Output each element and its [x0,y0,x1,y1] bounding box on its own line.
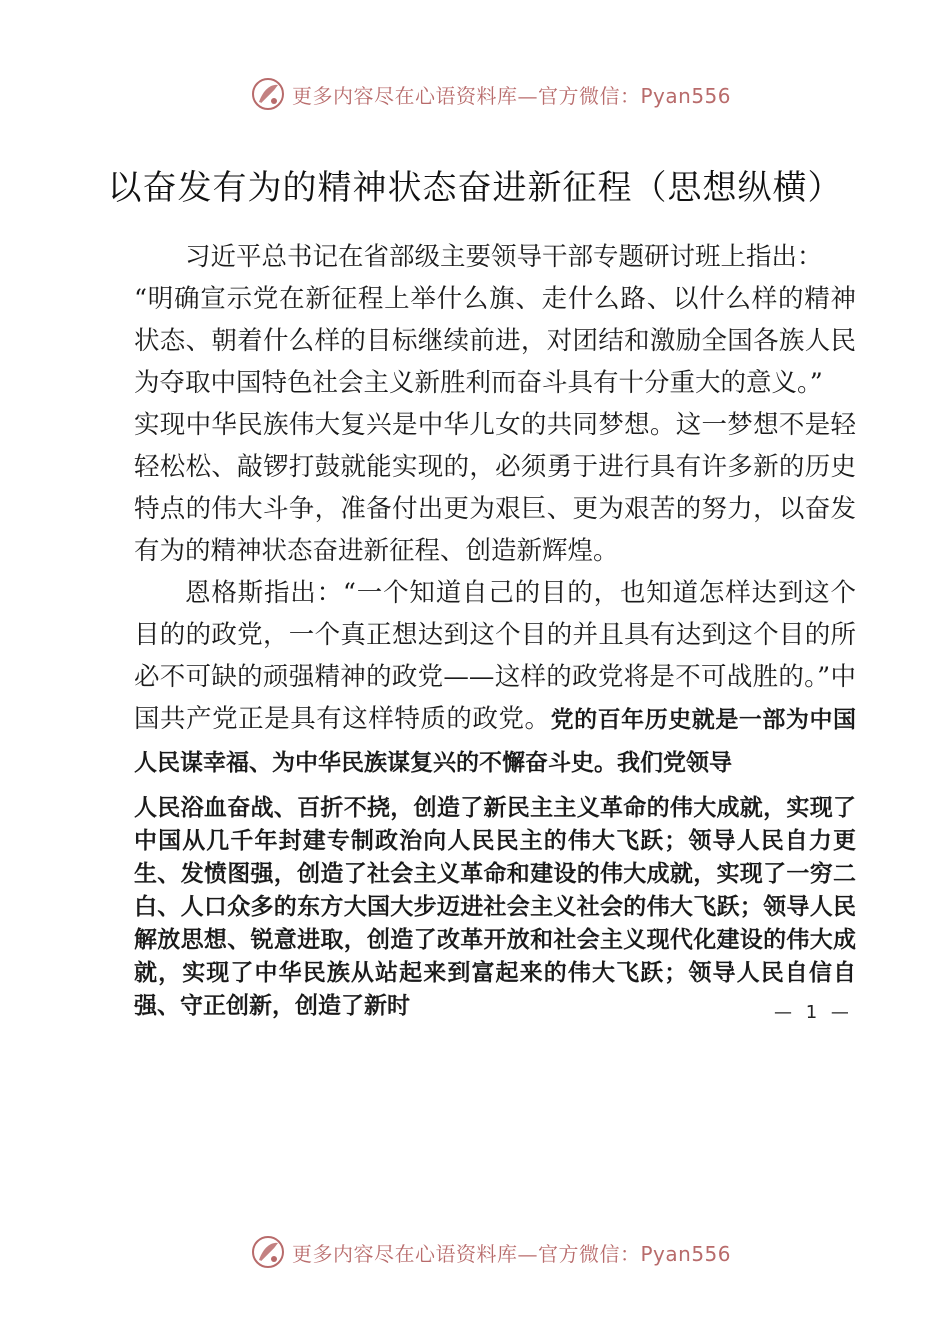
footer-banner [250,1232,750,1272]
bold-statement-start: 党的百年历史就是一部为中国人民谋幸福、为中华民族谋复兴的不懈奋斗史。我们党领导 [134,707,856,776]
paragraph-engels-text: 恩格斯指出：“一个知道自己的目的，也知道怎样达到这个目的的政党，一个真正想达到这个目的并且具有达到这个目的所必不可缺的顽强精神的政党——这样的政党将是不可战胜的。”中国共产党正是具有这样特质的政党。 [134,578,856,734]
paragraph-engels [134,572,856,784]
bold-statement-continued: 人民浴血奋战、百折不挠，创造了新民主主义革命的伟大成就，实现了中国从几千年封建专制政治向人民民主的伟大飞跃；领导人民自力更生、发愤图强，创造了社会主义革命和建设的伟大成就，实现了一穷二白、人口众多的东方大国大步迈进社会主义社会的伟大飞跃；领导人民解放思想、锐意进取，创造了改革开放和社会主义现代化建设的伟大成就，实现了中华民族从站起来到富起来的伟大飞跃；领导人民自信自强、守正创新，创造了新时 [134,795,856,1019]
banner-wechat: Pyan556 [640,83,732,108]
banner-text: 更多内容尽在心语资料库—官方微信：Pyan556 [292,83,732,108]
paragraph-intro: 习近平总书记在省部级主要领导干部专题研讨班上指出： [185,242,823,272]
paragraph-body: 实现中华民族伟大复兴是中华儿女的共同梦想。这一梦想不是轻轻松松、敲锣打鼓就能实现的，必须勇于进行具有许多新的历史特点的伟大斗争，准备付出更为艰巨、更为艰苦的努力，以奋发有为的精神状态奋进新征程、创造新辉煌。 [134,410,856,566]
feather-fan-logo-icon [250,76,286,112]
article-body [134,236,856,1023]
page-title: 以奋发有为的精神状态奋进新征程（思想纵横） [107,168,843,208]
page-number: — 1 — [774,1002,853,1023]
paragraph-quote: “明确宣示党在新征程上举什么旗、走什么路、以什么样的精神状态、朝着什么样的目标继续前进，对团结和激励全国各族人民为夺取中国特色社会主义新胜利而奋斗具有十分重大的意义。” [134,284,856,398]
banner-text: 更多内容尽在心语资料库—官方微信：Pyan556 [292,1241,732,1266]
feather-fan-logo-icon [250,1234,286,1270]
header-banner [250,74,750,114]
banner-wechat: Pyan556 [640,1241,732,1266]
